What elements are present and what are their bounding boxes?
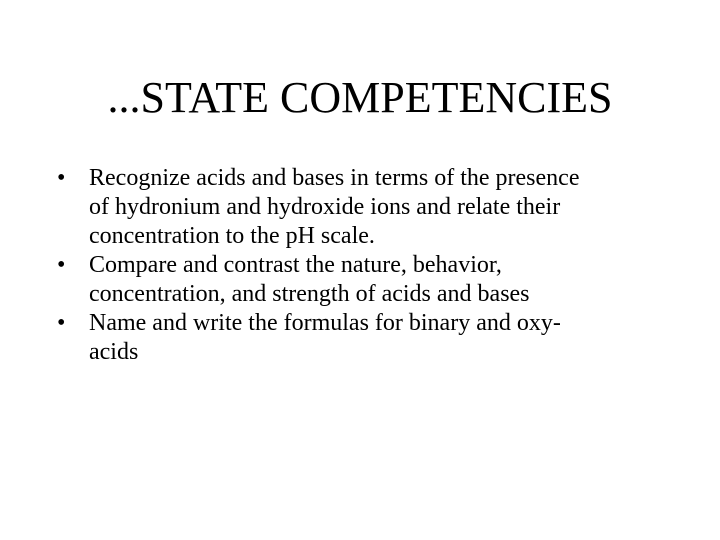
bullet-text-line: Recognize acids and bases in terms of the presence	[89, 165, 580, 191]
bullet-dot-icon: •	[57, 310, 66, 336]
bullet-list	[57, 164, 677, 367]
bullet-text-line: concentration, and strength of acids and bases	[89, 281, 530, 307]
bullet-text-line: of hydronium and hydroxide ions and relate their	[89, 194, 561, 220]
bullet-text-line: Compare and contrast the nature, behavior,	[89, 252, 502, 278]
slide-title: ...STATE COMPETENCIES	[107, 73, 613, 122]
bullet-text-line: concentration to the pH scale.	[89, 223, 375, 249]
bullet-dot-icon: •	[57, 252, 66, 278]
bullet-dot-icon: •	[57, 165, 66, 191]
bullet-text-line: Name and write the formulas for binary and oxy-	[89, 310, 561, 336]
bullet-item	[57, 309, 677, 367]
bullet-item	[57, 164, 677, 251]
bullet-item	[57, 251, 677, 309]
bullet-text-line: acids	[89, 339, 139, 365]
